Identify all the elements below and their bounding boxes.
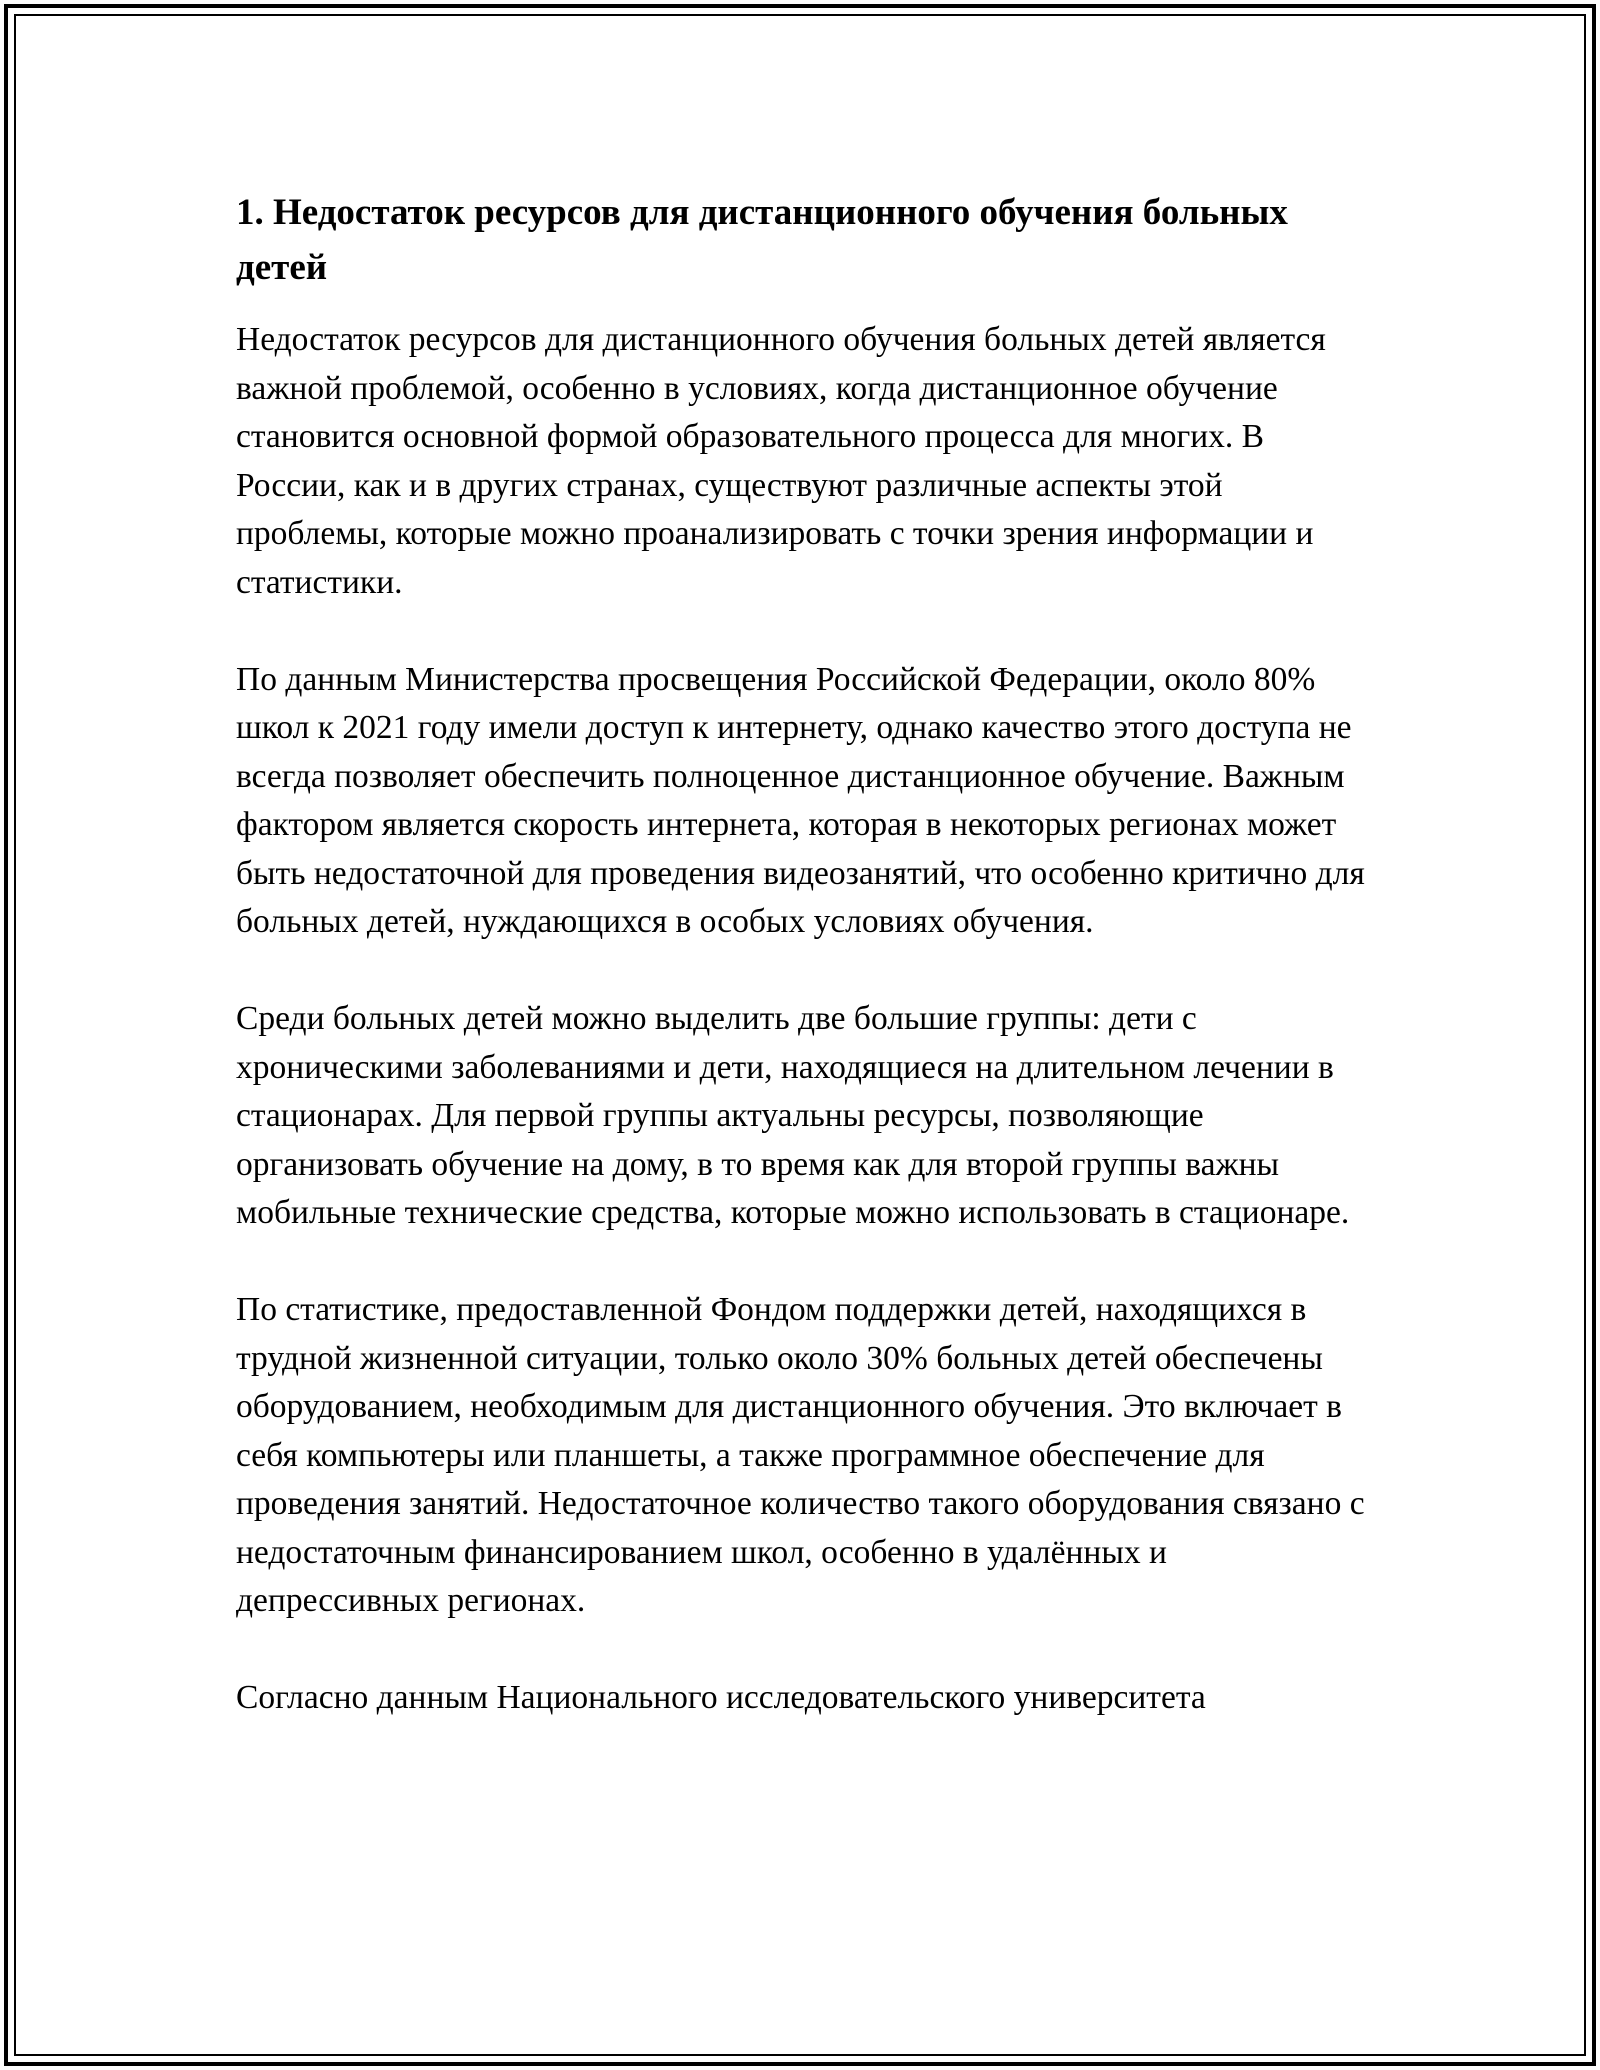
section-heading: 1. Недостаток ресурсов для дистанционного обучения больных детей bbox=[236, 192, 1288, 288]
paragraph-fund-stats: По статистике, предоставленной Фондом поддержки детей, находящихся в трудной жизненной ситуации, только около 30% больных детей обеспечены оборудованием, необходимым для дистанционного обучения. Это включает в себя компьютеры или планшеты, а также программное обеспечение для проведения занятий. Недостаточное количество такого оборудования связано с недостаточным финансированием школ, особенно в удалённых и депрессивных регионах. bbox=[236, 1291, 1365, 1619]
paragraph-university: Согласно данным Национального исследовательского университета bbox=[236, 1679, 1206, 1716]
paragraph-intro: Недостаток ресурсов для дистанционного обучения больных детей является важной проблемой, особенно в условиях, когда дистанционное обучение становится основной формой образовательного процесса для многих. В России, как и в других странах, существуют различные аспекты этой проблемы, которые можно проанализировать с точки зрения информации и статистики. bbox=[236, 321, 1326, 601]
paragraph-ministry-stats: По данным Министерства просвещения Российской Федерации, около 80% школ к 2021 году имели доступ к интернету, однако качество этого доступа не всегда позволяет обеспечить полноценное дистанционное обучение. Важным фактором является скорость интернета, которая в некоторых регионах может быть недостаточной для проведения видеозанятий, что особенно критично для больных детей, нуждающихся в особых условиях обучения. bbox=[236, 660, 1365, 940]
document-page bbox=[236, 185, 1366, 1771]
paragraph-groups: Среди больных детей можно выделить две большие группы: дети с хроническими заболеваниями и дети, находящиеся на длительном лечении в стационарах. Для первой группы актуальны ресурсы, позволяющие организовать обучение на дому, в то время как для второй группы важны мобильные технические средства, которые можно использовать в стационаре. bbox=[236, 1000, 1350, 1231]
